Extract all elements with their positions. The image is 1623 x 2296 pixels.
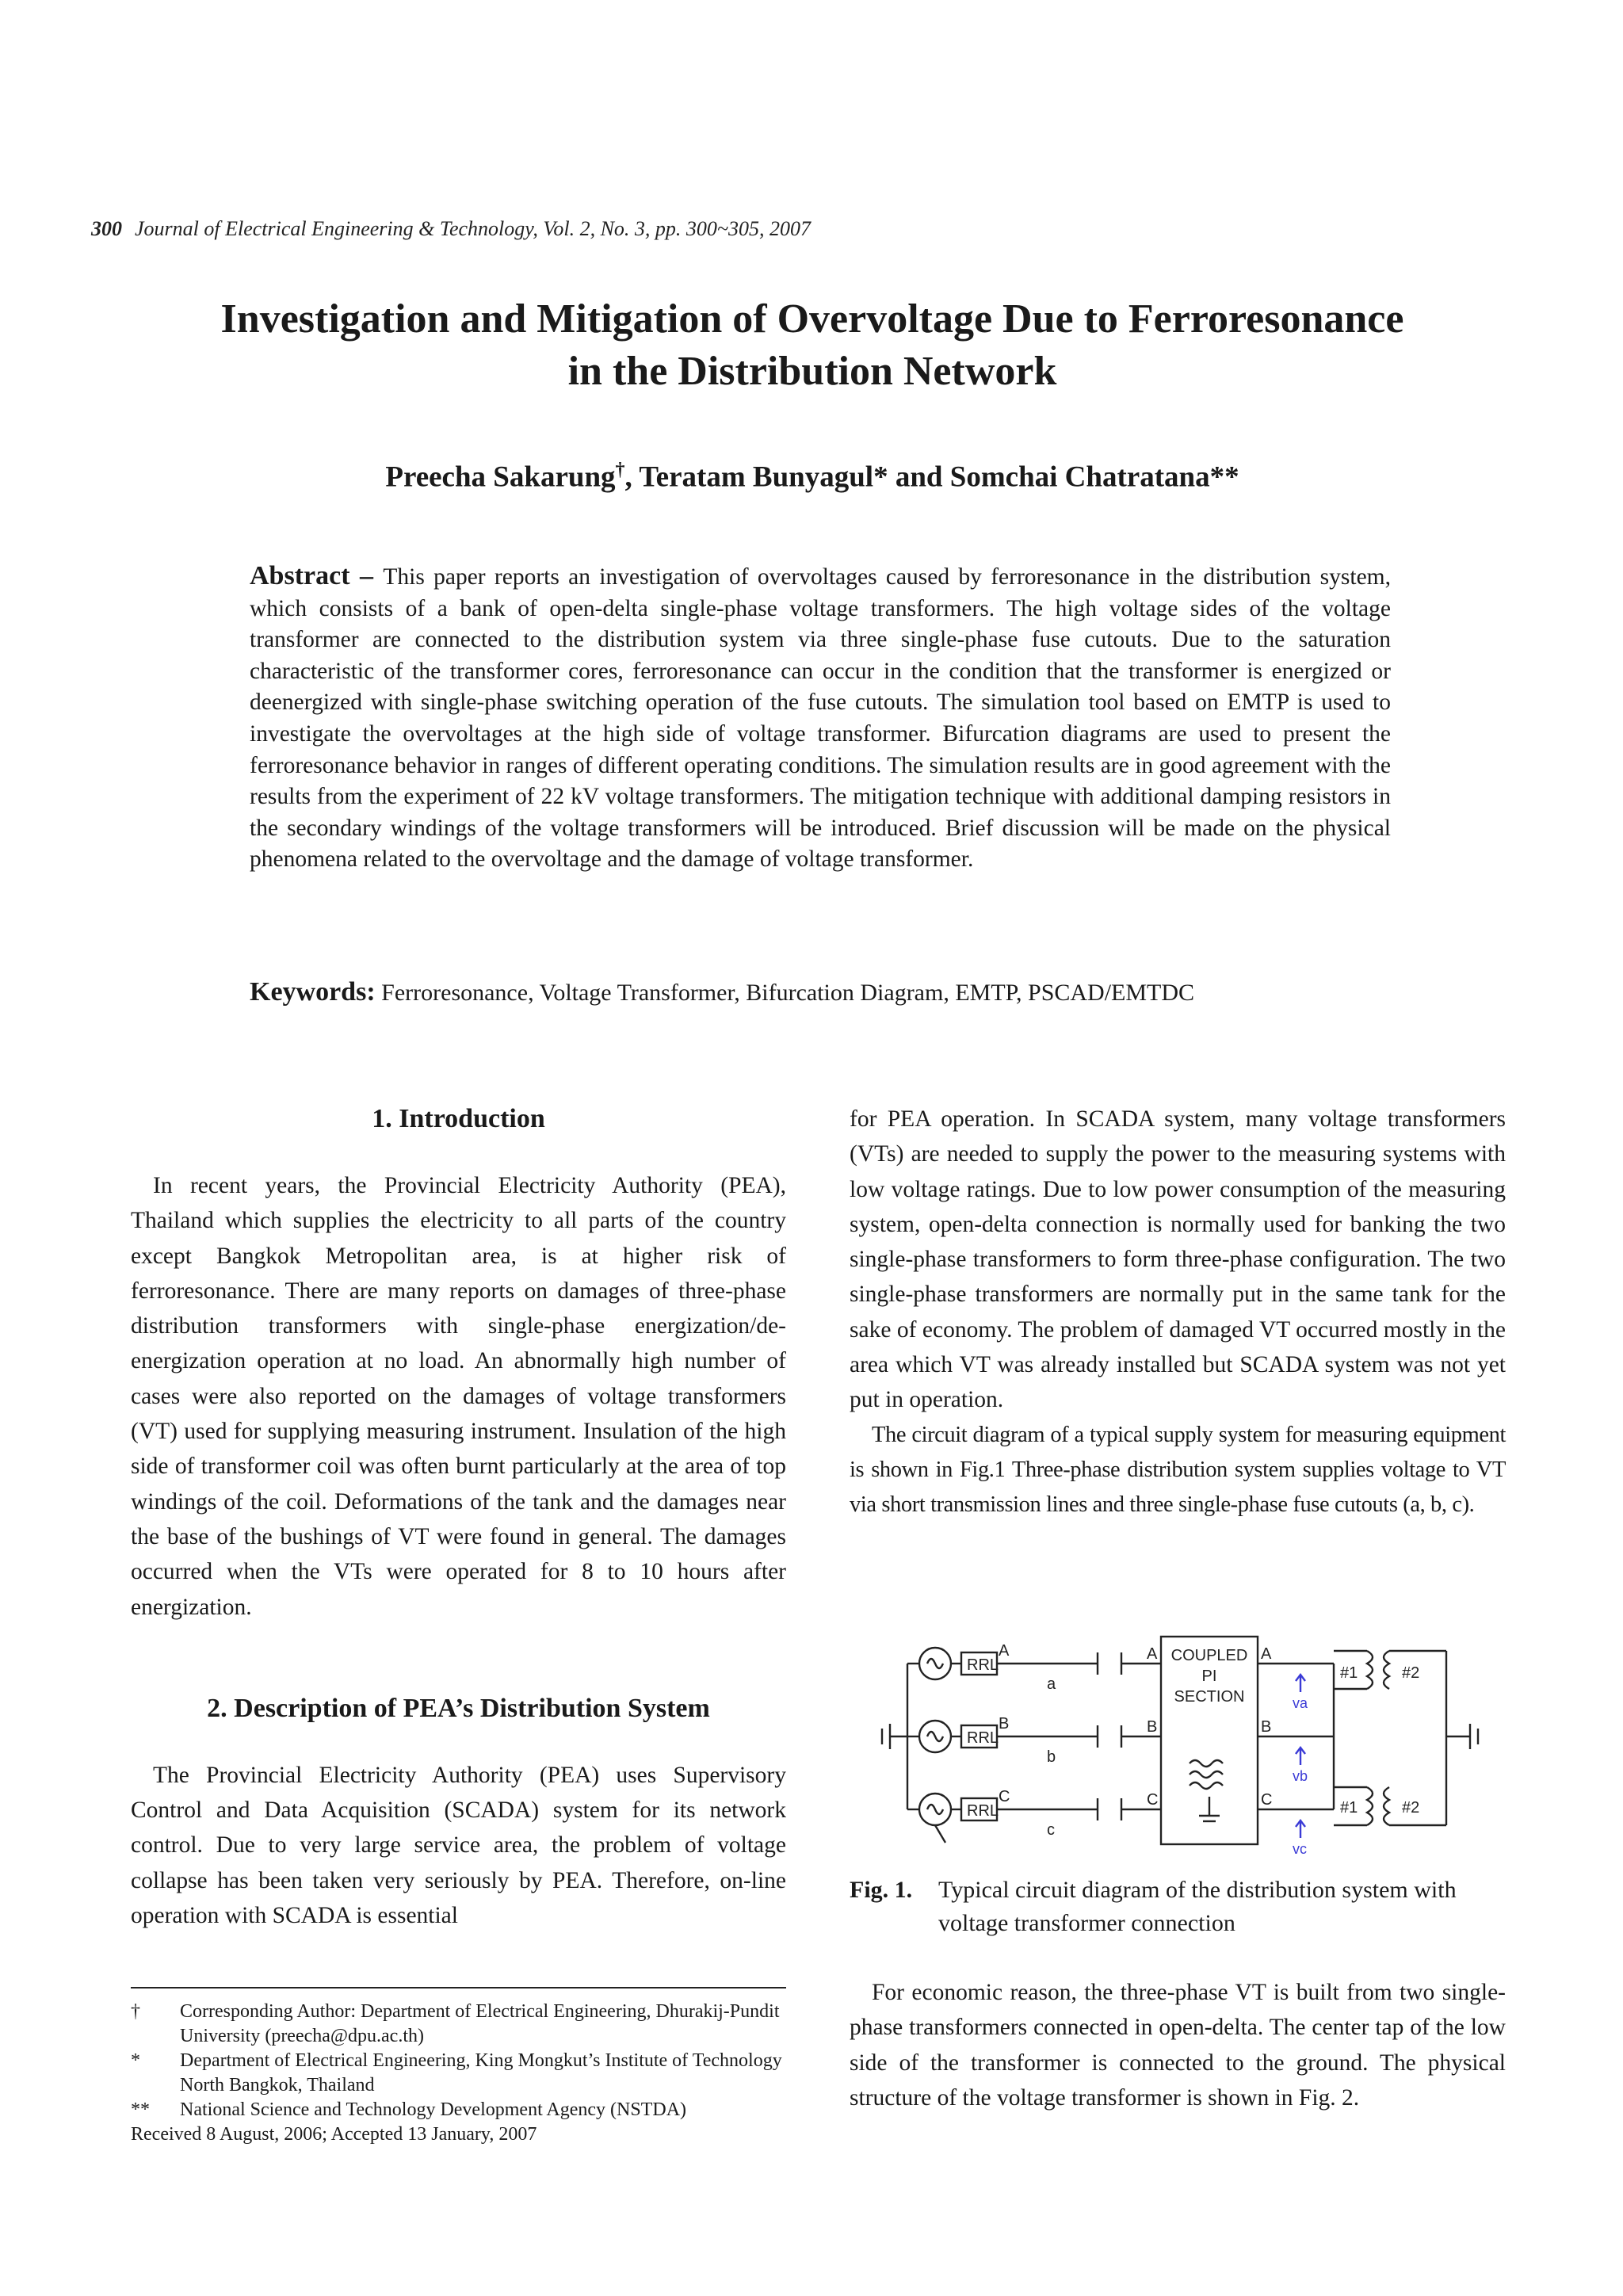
abstract-text: This paper reports an investigation of overvoltages caused by ferroresonance in the distribution system, which consists of a bank of open-delta single-phase voltage transformers. The high voltage sides of the voltage transformer are connected to the distribution system via three single-phase fuse cutouts. Due to the saturation characteristic of the transformer cores, ferroresonance can occur in the condition that the transformer is energized or deenergized with single-phase switching operation of the fuse cutouts. The simulation tool based on EMTP is used to investigate the overvoltages at the high side of voltage transformer. Bifurcation diagrams are used to present the ferroresonance behavior in ranges of different operating conditions. The simulation results are in good agreement with the results from the experiment of 22 kV voltage transformers. The mitigation technique with additional damping resistors in the secondary windings of the voltage transformers will be introduced. Brief discussion will be made on the physical phenomena related to the overvoltage and the damage of voltage transformer.	[250, 564, 1391, 873]
keywords	[250, 976, 1391, 1009]
footnote-2-text: Department of Electrical Engineering, King Mongkut’s Institute of Technology North Bangkok, Thailand	[180, 2050, 782, 2095]
pi-in-a-label: A	[1147, 1645, 1158, 1663]
section-heading-description: 2. Description of PEA’s Distribution System	[207, 1693, 710, 1723]
footnote-2-mark: *	[131, 2050, 140, 2071]
figure-1-caption-text: Typical circuit diagram of the distribution system with voltage transformer connection	[938, 1877, 1457, 1936]
transformer-2-primary-label: #1	[1340, 1799, 1358, 1817]
fuse-b-label: b	[1047, 1748, 1056, 1766]
left-column	[131, 1102, 786, 1933]
footnote-3-text: National Science and Technology Development Agency (NSTDA)	[180, 2099, 687, 2120]
source-arrow	[935, 1825, 945, 1843]
scada-paragraph: for PEA operation. In SCADA system, many voltage transformers (VTs) are needed to supply the power to the measuring systems with low voltage ratings. Due to low power consumption of the measuring system, open-delta connection is normally used for banking the two single-phase transformers to form three-phase configuration. The two single-phase transformers are normally put in the same tank for the sake of economy. The problem of damaged VT occurred mostly in the area which VT was already installed but SCADA system was not yet put in operation.	[850, 1106, 1506, 1413]
phase-c-row	[907, 1794, 1161, 1825]
right-column-lower	[850, 1975, 1506, 2115]
author-1-mark: †	[615, 460, 625, 480]
pi-section-line1: COUPLED	[1170, 1647, 1248, 1664]
author-others: , Teratam Bunyagul* and Somchai Chatratana**	[624, 460, 1239, 494]
vc-label: vc	[1293, 1841, 1307, 1857]
description-paragraph: The Provincial Electricity Authority (PEA) uses Supervisory Control and Data Acquisition (SCADA) system for its network control. Due to very large service area, the problem of voltage collapse has been taken very seriously by PEA. Therefore, on-line operation with SCADA is essential	[131, 1762, 786, 1929]
footnote-3-mark: **	[131, 2099, 150, 2120]
figure-1-caption-label: Fig. 1.	[850, 1877, 913, 1903]
keywords-text: Ferroresonance, Voltage Transformer, Bifurcation Diagram, EMTP, PSCAD/EMTDC	[375, 980, 1195, 1006]
figure-1-circuit-diagram	[860, 1629, 1502, 1859]
phase-c-label: C	[999, 1788, 1010, 1805]
running-head	[91, 217, 811, 241]
vb-label: vb	[1293, 1768, 1308, 1784]
footnote-1-text: Corresponding Author: Department of Electrical Engineering, Dhurakij-Pundit University (preecha@dpu.ac.th)	[180, 2001, 780, 2046]
vt-structure-paragraph: For economic reason, the three-phase VT is built from two single-phase transformers connected in open-delta. The center tap of the low side of the transformer is connected to the ground. The physical structure of the voltage transformer is shown in Fig. 2.	[850, 1980, 1506, 2111]
fuse-c-label: c	[1047, 1821, 1055, 1839]
circuit-diagram-svg	[860, 1629, 1502, 1859]
abstract	[250, 560, 1391, 876]
phase-a-row	[907, 1648, 1161, 1679]
footnote-3	[131, 2098, 786, 2122]
paper-title-line2: in the Distribution Network	[567, 349, 1057, 394]
fuse-a-label: a	[1047, 1675, 1056, 1693]
pi-section-line3: SECTION	[1174, 1688, 1245, 1706]
pi-in-c-label: C	[1147, 1791, 1159, 1809]
footnote-1-mark: †	[131, 2001, 140, 2022]
footnotes	[131, 1987, 786, 2147]
transformer-1-secondary-label: #2	[1402, 1664, 1420, 1682]
pi-out-c-label: C	[1261, 1791, 1273, 1809]
keywords-label: Keywords:	[250, 977, 376, 1007]
section-heading-introduction: 1. Introduction	[372, 1104, 545, 1133]
page-number: 300	[91, 217, 122, 240]
transformer-1-primary-label: #1	[1340, 1664, 1358, 1682]
rrl-b-label: RRL	[967, 1729, 999, 1747]
transformer-2-secondary-label: #2	[1402, 1799, 1420, 1817]
author-1: Preecha Sakarung	[385, 460, 616, 494]
pi-out-a-label: A	[1261, 1645, 1272, 1663]
figure-1-caption	[850, 1874, 1506, 1940]
pi-section-symbol-icon	[1190, 1760, 1223, 1821]
paper-title-line1: Investigation and Mitigation of Overvoltage Due to Ferroresonance	[220, 296, 1404, 342]
footnote-1	[131, 2000, 786, 2049]
pi-out-b-label: B	[1261, 1718, 1272, 1736]
pi-section-line2: PI	[1201, 1668, 1217, 1685]
rrl-a-label: RRL	[967, 1656, 999, 1674]
journal-citation: Journal of Electrical Engineering & Technology, Vol. 2, No. 3, pp. 300~305, 2007	[135, 217, 811, 240]
phase-a-label: A	[999, 1642, 1010, 1660]
introduction-paragraph: In recent years, the Provincial Electricity Authority (PEA), Thailand which supplies the electricity to all parts of the country except Bangkok Metropolitan area, is at higher risk of ferroresonance. There are many reports on damages of three-phase distribution transformers with single-phase energization/de-energization operation at no load. An abnormally high number of cases were also reported on the damages of voltage transformers (VT) used for supplying measuring instrument. Insulation of the high side of transformer coil was often burnt particularly at the area of top windings of the coil. Deformations of the tank and the damages near the base of the bushings of VT were found in general. The damages occurred when the VTs were operated for 8 to 10 hours after energization.	[131, 1173, 786, 1620]
circuit-paragraph: The circuit diagram of a typical supply system for measuring equipment is shown in Fig.1 Three-phase distribution system supplies voltage to VT via short transmission lines and three single-phase fuse cutouts (a, b, c).	[850, 1422, 1506, 1518]
abstract-label: Abstract	[250, 561, 350, 590]
footnote-2	[131, 2049, 786, 2098]
va-label: va	[1293, 1695, 1308, 1711]
phase-b-row	[907, 1721, 1161, 1752]
paper-title	[95, 293, 1529, 398]
phase-b-label: B	[999, 1715, 1010, 1733]
received-dates: Received 8 August, 2006; Accepted 13 January, 2007	[131, 2124, 537, 2145]
right-column	[850, 1102, 1506, 1523]
rrl-c-label: RRL	[967, 1802, 999, 1820]
author-list	[95, 460, 1529, 494]
abstract-dash: –	[349, 561, 384, 590]
pi-in-b-label: B	[1147, 1718, 1158, 1736]
